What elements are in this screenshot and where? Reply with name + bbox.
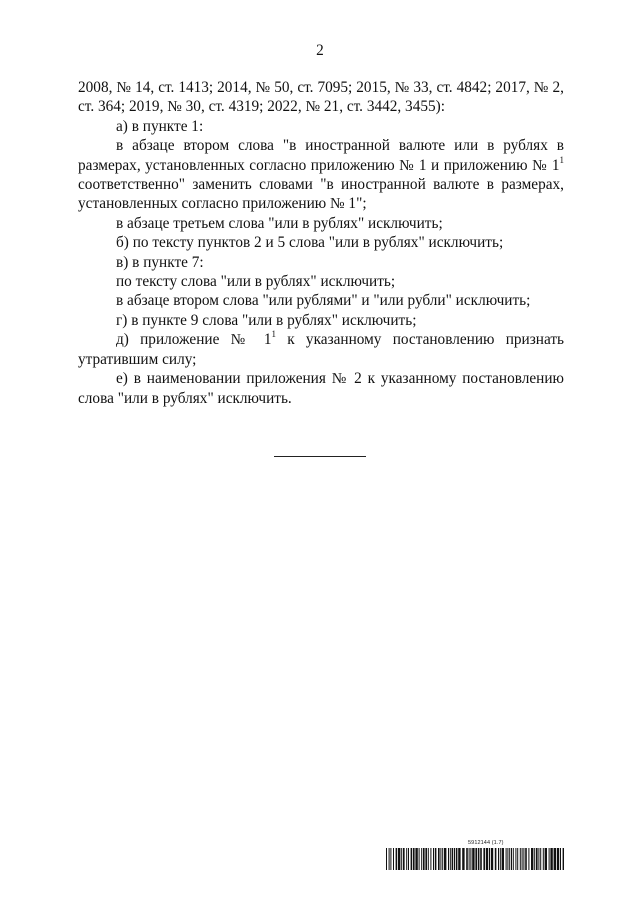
superscript: 1 [271,329,277,340]
page-number: 2 [316,42,324,59]
superscript: 1 [559,154,564,165]
paragraph-item-v-text: по тексту слова "или в рублях" исключить; [116,273,396,291]
paragraph-text: к указанному постановлению признать утратившим силу; [78,331,564,368]
paragraph-text: в абзаце втором слова "в иностранной валюте или в рублях в размерах, установленных согласно приложению № 1 и приложению № 1 [78,137,564,174]
paragraph-item-v: в) в пункте 7: [116,253,204,271]
paragraph-item-a: а) в пункте 1: [116,117,204,135]
paragraph-item-e: е) в наименовании приложения № 2 к указанному постановлению слова "или в рублях" исключить. [78,370,564,407]
paragraph-item-d [78,330,564,369]
paragraph-text: соответственно" заменить словами "в иностранной валюте в размерах, установленных согласно приложению № 1"; [78,176,564,213]
barcode-icon [386,848,564,870]
paragraph-item-a-abzac-2 [78,136,564,214]
paragraph-item-v-abzac-2: в абзаце втором слова "или рублями" и "или рубли" исключить; [116,292,531,310]
paragraph-text: д) приложение № 1 [116,331,272,349]
end-divider [274,456,366,457]
paragraph-citations: 2008, № 14, ст. 1413; 2014, № 50, ст. 7095; 2015, № 33, ст. 4842; 2017, № 2, ст. 364; 2019, № 30, ст. 4319; 2022, № 21, ст. 3442, 3455): [78,79,564,116]
paragraph-item-b: б) по тексту пунктов 2 и 5 слова "или в рублях" исключить; [116,234,504,252]
document-code: 5912144 (1.7) [468,840,504,846]
paragraph-item-a-abzac-3: в абзаце третьем слова "или в рублях" исключить; [116,214,443,232]
document-body [78,78,564,408]
paragraph-item-g: г) в пункте 9 слова "или в рублях" исключить; [116,311,417,329]
